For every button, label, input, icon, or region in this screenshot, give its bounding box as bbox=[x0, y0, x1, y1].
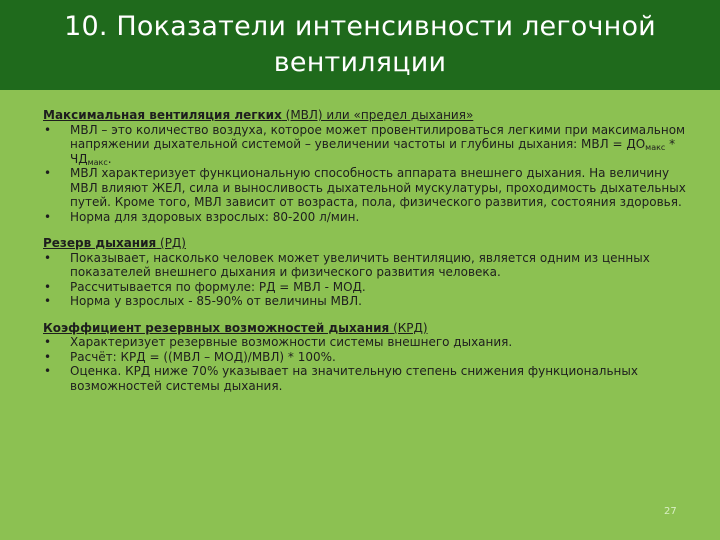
list-item-text: Норма для здоровых взрослых: 80-200 л/мин. bbox=[70, 209, 360, 224]
item-text-part: МВЛ – это количество воздуха, которое может провентилироваться легкими при максимальном напряжении дыхательной системой – увеличении частоты и глубины дыхания: МВЛ = ДО bbox=[70, 122, 686, 151]
bullet-icon: • bbox=[44, 250, 52, 265]
list-item bbox=[43, 280, 693, 295]
list-item-text: Норма у взрослых - 85-90% от величины МВЛ. bbox=[70, 294, 362, 308]
list-item-text: Характеризует резервные возможности системы внешнего дыхания. bbox=[70, 335, 513, 349]
bullet-icon: • bbox=[44, 364, 52, 378]
bullet-icon: • bbox=[44, 279, 52, 294]
section-title-bold: Коэффициент резервных возможностей дыхания bbox=[43, 320, 390, 335]
section-krd bbox=[43, 321, 693, 394]
section-title bbox=[43, 108, 693, 123]
section-mvl bbox=[43, 108, 693, 224]
list-item bbox=[43, 251, 693, 280]
slide-header bbox=[0, 0, 720, 90]
section-title-rest: (КРД) bbox=[389, 320, 428, 335]
slide-title-line-1: 10. Показатели интенсивности легочной bbox=[64, 11, 656, 42]
item-text-part: * ЧД bbox=[70, 137, 676, 166]
list-item bbox=[43, 350, 693, 365]
subscript: макс bbox=[645, 143, 666, 152]
list-item-text: Оценка. КРД ниже 70% указывает на значительную степень снижения функциональных возможностей системы дыхания. bbox=[70, 364, 638, 393]
item-text-part: . bbox=[107, 151, 112, 166]
section-title bbox=[43, 236, 693, 251]
list-item-text: Показывает, насколько человек может увеличить вентиляцию, является одним из ценных показателей внешнего дыхания и физического развития человека. bbox=[70, 250, 650, 279]
section-title-rest: (РД) bbox=[156, 236, 186, 250]
slide-title-line-2: вентиляции bbox=[273, 47, 447, 78]
bullet-icon: • bbox=[44, 122, 52, 137]
list-item bbox=[43, 123, 693, 167]
bullet-icon: • bbox=[44, 349, 52, 364]
section-title bbox=[43, 321, 693, 336]
list-item bbox=[43, 166, 693, 210]
list-item-text: Расчёт: КРД = ((МВЛ – МОД)/МВЛ) * 100%. bbox=[70, 349, 336, 364]
list-item bbox=[43, 364, 693, 393]
section-title-rest: (МВЛ) или «предел дыхания» bbox=[281, 108, 474, 122]
bullet-icon: • bbox=[44, 209, 52, 224]
slide-content bbox=[43, 108, 693, 405]
section-title-bold: Резерв дыхания bbox=[43, 236, 157, 250]
list-item-text: Рассчитывается по формуле: РД = МВЛ - МОД. bbox=[70, 279, 366, 294]
bullet-icon: • bbox=[44, 335, 52, 349]
bullet-icon: • bbox=[44, 294, 52, 308]
subscript: макс bbox=[87, 157, 108, 167]
bullet-icon: • bbox=[44, 166, 52, 180]
section-title-bold: Максимальная вентиляция легких bbox=[43, 108, 282, 122]
list-item-text: МВЛ характеризует функциональную способность аппарата внешнего дыхания. На величину МВЛ влияют ЖЕЛ, сила и выносливость дыхательной мускулатуры, проходимость дыхательных путей. Кроме того, МВЛ зависит от возраста, пола, физического развития, состояния здоровья. bbox=[70, 166, 686, 209]
section-rd bbox=[43, 236, 693, 309]
list-item bbox=[43, 294, 693, 309]
list-item bbox=[43, 210, 693, 225]
page-number: 27 bbox=[664, 506, 677, 517]
list-item-text bbox=[70, 123, 693, 167]
list-item bbox=[43, 335, 693, 350]
